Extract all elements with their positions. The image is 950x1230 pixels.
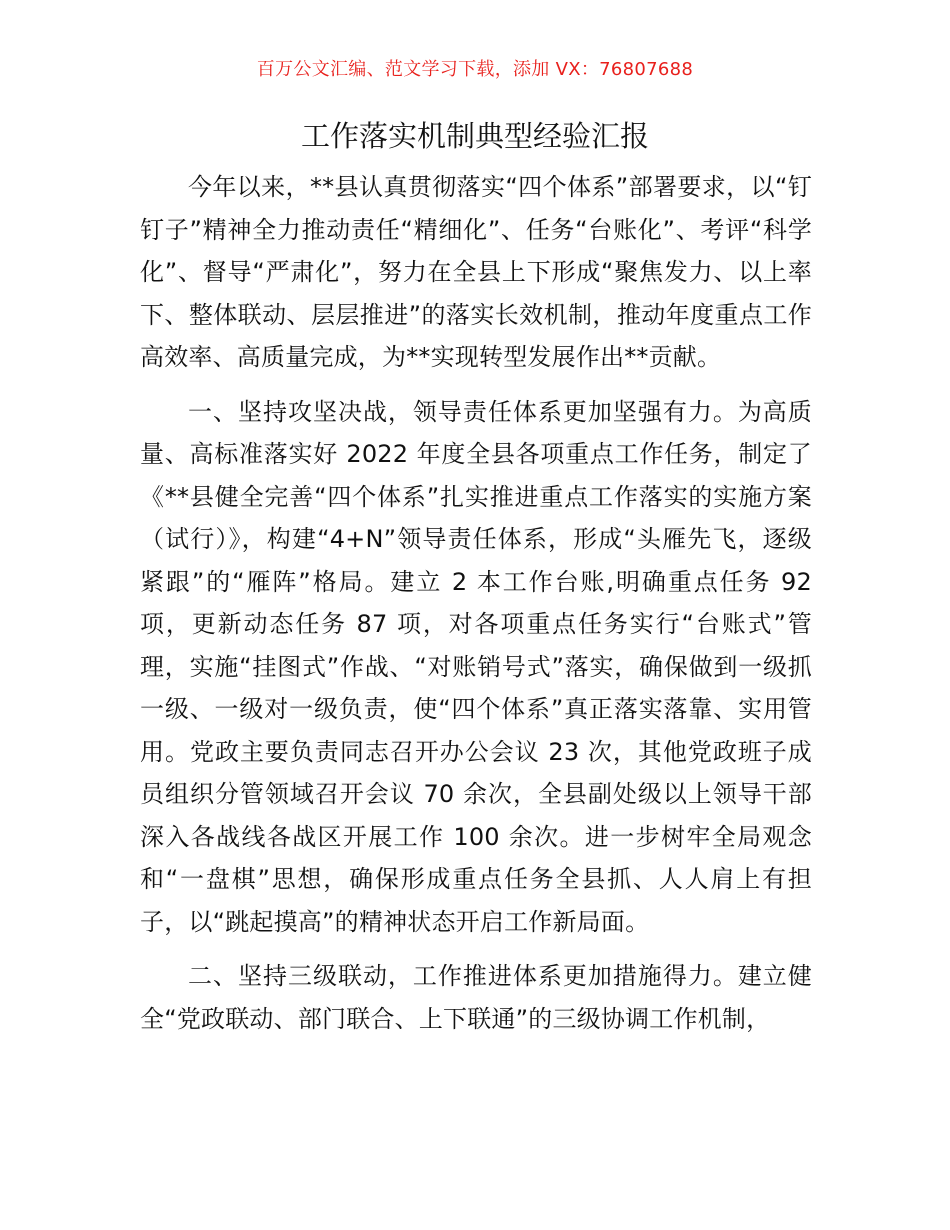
paragraph-intro: 今年以来，**县认真贯彻落实“四个体系”部署要求，以“钉钉子”精神全力推动责任“精细化”、任务“台账化”、考评“科学化”、督导“严肃化”，努力在全县上下形成“聚焦发力、以上率下、整体联动、层层推进”的落实长效机制，推动年度重点工作高效率、高质量完成，为**实现转型发展作出**贡献。 xyxy=(140,173,812,371)
document-title: 工作落实机制典型经验汇报 xyxy=(300,119,649,153)
document-body xyxy=(140,166,812,1052)
paragraph-section-one: 一、坚持攻坚决战，领导责任体系更加坚强有力。为高质量、高标准落实好 2022 年度全县各项重点工作任务，制定了《**县健全完善“四个体系”扎实推进重点工作落实的实施方案（试行）》，构建“4+N”领导责任体系，形成“头雁先飞，逐级紧跟”的“雁阵”格局。建立 2 本工作台账,明确重点任务 92 项，更新动态任务 87 项，对各项重点任务实行“台账式”管理，实施“挂图式”作战、“对账销号式”落实，确保做到一级抓一级、一级对一级负责，使“四个体系”真正落实落靠、实用管用。党政主要负责同志召开办公会议 23 次，其他党政班子成员组织分管领域召开会议 70 余次，全县副处级以上领导干部深入各战线各战区开展工作 100 余次。进一步树牢全局观念和“一盘棋”思想，确保形成重点任务全县抓、人人肩上有担子，以“跳起摸高”的精神状态开启工作新局面。 xyxy=(140,397,812,936)
paragraph-section-two: 二、坚持三级联动，工作推进体系更加措施得力。建立健全“党政联动、部门联合、上下联通”的三级协调工作机制， xyxy=(140,962,812,1033)
watermark-header: 百万公文汇编、范文学习下载，添加 VX：76807688 xyxy=(256,59,694,80)
